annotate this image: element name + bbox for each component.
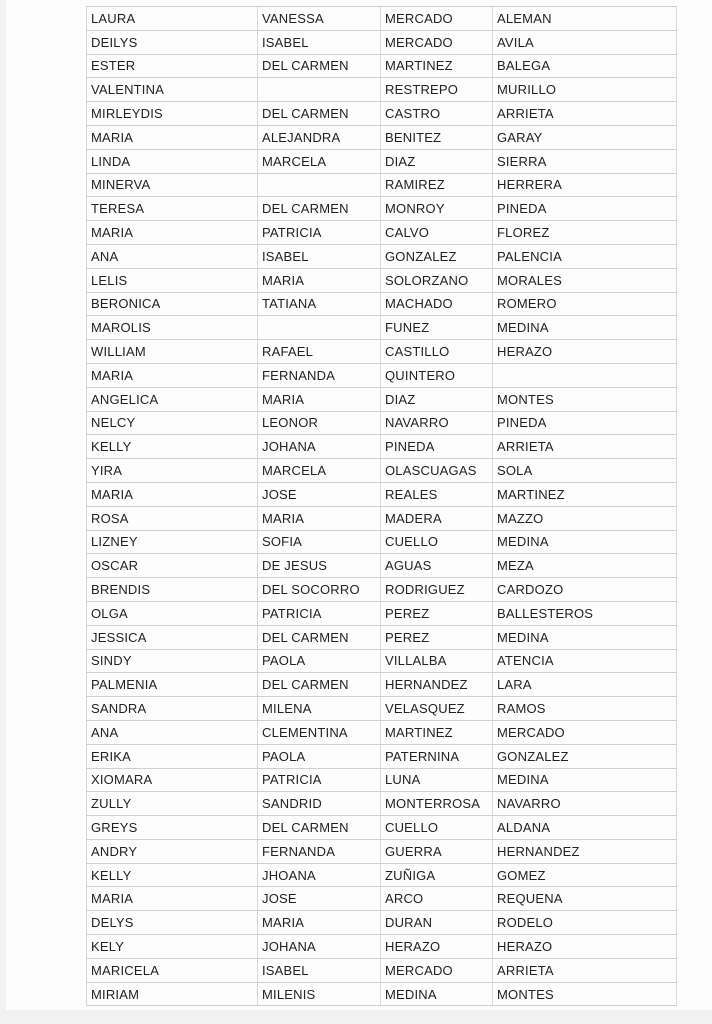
first-surname-cell: REALES [381,482,493,506]
first-surname-cell: MACHADO [381,292,493,316]
first-name-cell: KELY [87,935,258,959]
table-row [87,839,677,863]
first-surname-cell: RESTREPO [381,78,493,102]
first-name-cell: GREYS [87,816,258,840]
table-row [87,30,677,54]
first-surname-cell: MARTINEZ [381,54,493,78]
middle-name-cell: TATIANA [258,292,381,316]
second-surname-cell: MERCADO [493,720,677,744]
middle-name-cell: VANESSA [258,7,381,31]
table-row [87,792,677,816]
second-surname-cell: ARRIETA [493,958,677,982]
middle-name-cell: ISABEL [258,30,381,54]
first-surname-cell: HERNANDEZ [381,673,493,697]
second-surname-cell: MEDINA [493,316,677,340]
first-name-cell: LELIS [87,268,258,292]
table-row [87,244,677,268]
first-surname-cell: BENITEZ [381,125,493,149]
table-row [87,197,677,221]
names-table [86,6,677,1006]
second-surname-cell: MEDINA [493,768,677,792]
middle-name-cell [258,173,381,197]
first-surname-cell: MERCADO [381,30,493,54]
first-name-cell: MIRLEYDIS [87,102,258,126]
first-surname-cell: CASTILLO [381,340,493,364]
middle-name-cell: PATRICIA [258,601,381,625]
first-surname-cell: MARTINEZ [381,720,493,744]
first-name-cell: MIRIAM [87,982,258,1006]
second-surname-cell: MEDINA [493,625,677,649]
table-row [87,601,677,625]
middle-name-cell: MILENA [258,697,381,721]
first-name-cell: ERIKA [87,744,258,768]
first-name-cell: LAURA [87,7,258,31]
middle-name-cell: SOFIA [258,530,381,554]
page-margin [0,0,6,1024]
second-surname-cell: MONTES [493,387,677,411]
second-surname-cell: FLOREZ [493,221,677,245]
first-name-cell: DEILYS [87,30,258,54]
first-surname-cell: MADERA [381,506,493,530]
first-name-cell: ANGELICA [87,387,258,411]
middle-name-cell [258,78,381,102]
table-row [87,459,677,483]
second-surname-cell: HERNANDEZ [493,839,677,863]
first-surname-cell: LUNA [381,768,493,792]
first-surname-cell: SOLORZANO [381,268,493,292]
second-surname-cell: ALDANA [493,816,677,840]
table-row [87,816,677,840]
second-surname-cell: AVILA [493,30,677,54]
middle-name-cell: MARCELA [258,149,381,173]
table-row [87,863,677,887]
first-surname-cell: VILLALBA [381,649,493,673]
first-name-cell: ROSA [87,506,258,530]
first-name-cell: SINDY [87,649,258,673]
first-name-cell: ESTER [87,54,258,78]
first-name-cell: ANA [87,244,258,268]
middle-name-cell: ISABEL [258,244,381,268]
first-name-cell: PALMENIA [87,673,258,697]
second-surname-cell: BALLESTEROS [493,601,677,625]
table-row [87,887,677,911]
first-name-cell: BRENDIS [87,578,258,602]
table-row [87,435,677,459]
table-row [87,625,677,649]
table-row [87,7,677,31]
middle-name-cell: JOSE [258,482,381,506]
first-name-cell: ZULLY [87,792,258,816]
second-surname-cell: MEDINA [493,530,677,554]
second-surname-cell: GOMEZ [493,863,677,887]
middle-name-cell: DEL CARMEN [258,816,381,840]
second-surname-cell: PINEDA [493,411,677,435]
table-row [87,78,677,102]
middle-name-cell: PATRICIA [258,768,381,792]
middle-name-cell: PAOLA [258,744,381,768]
first-surname-cell: CALVO [381,221,493,245]
second-surname-cell: SOLA [493,459,677,483]
first-surname-cell: PATERNINA [381,744,493,768]
first-name-cell: VALENTINA [87,78,258,102]
first-surname-cell: HERAZO [381,935,493,959]
first-name-cell: YIRA [87,459,258,483]
first-name-cell: MARIA [87,125,258,149]
first-name-cell: LINDA [87,149,258,173]
first-name-cell: BERONICA [87,292,258,316]
first-name-cell: MARICELA [87,958,258,982]
middle-name-cell: ALEJANDRA [258,125,381,149]
table-row [87,958,677,982]
first-name-cell: KELLY [87,863,258,887]
first-surname-cell: MERCADO [381,958,493,982]
first-name-cell: MARIA [87,221,258,245]
middle-name-cell: FERNANDA [258,363,381,387]
first-surname-cell: DIAZ [381,149,493,173]
first-name-cell: TERESA [87,197,258,221]
second-surname-cell: HERAZO [493,935,677,959]
second-surname-cell: RODELO [493,911,677,935]
first-name-cell: MARIA [87,482,258,506]
first-name-cell: MARIA [87,887,258,911]
first-name-cell: MINERVA [87,173,258,197]
middle-name-cell: MARIA [258,506,381,530]
first-name-cell: KELLY [87,435,258,459]
middle-name-cell: MARIA [258,911,381,935]
table-row [87,292,677,316]
second-surname-cell: MURILLO [493,78,677,102]
second-surname-cell: SIERRA [493,149,677,173]
middle-name-cell: CLEMENTINA [258,720,381,744]
first-name-cell: DELYS [87,911,258,935]
page-bottom-edge [0,1010,712,1024]
middle-name-cell: DEL CARMEN [258,197,381,221]
second-surname-cell: ARRIETA [493,435,677,459]
middle-name-cell: ISABEL [258,958,381,982]
table-row [87,768,677,792]
first-surname-cell: ARCO [381,887,493,911]
table-row [87,720,677,744]
second-surname-cell: ATENCIA [493,649,677,673]
first-name-cell: NELCY [87,411,258,435]
table-row [87,316,677,340]
second-surname-cell: HERAZO [493,340,677,364]
first-name-cell: LIZNEY [87,530,258,554]
middle-name-cell: DEL CARMEN [258,625,381,649]
table-row [87,673,677,697]
first-surname-cell: AGUAS [381,554,493,578]
middle-name-cell [258,316,381,340]
first-name-cell: SANDRA [87,697,258,721]
first-surname-cell: PEREZ [381,601,493,625]
first-surname-cell: QUINTERO [381,363,493,387]
table-row [87,363,677,387]
table-row [87,554,677,578]
first-surname-cell: DIAZ [381,387,493,411]
first-name-cell: XIOMARA [87,768,258,792]
middle-name-cell: JOSE [258,887,381,911]
first-surname-cell: MONROY [381,197,493,221]
middle-name-cell: DEL SOCORRO [258,578,381,602]
table-row [87,506,677,530]
first-surname-cell: CASTRO [381,102,493,126]
middle-name-cell: DEL CARMEN [258,54,381,78]
table-row [87,149,677,173]
middle-name-cell: MARCELA [258,459,381,483]
middle-name-cell: JHOANA [258,863,381,887]
first-name-cell: MARIA [87,363,258,387]
first-surname-cell: VELASQUEZ [381,697,493,721]
first-surname-cell: RAMIREZ [381,173,493,197]
first-surname-cell: MONTERROSA [381,792,493,816]
table-row [87,102,677,126]
names-table-body [87,7,677,1006]
middle-name-cell: FERNANDA [258,839,381,863]
second-surname-cell [493,363,677,387]
first-surname-cell: RODRIGUEZ [381,578,493,602]
table-row [87,268,677,292]
second-surname-cell: GONZALEZ [493,744,677,768]
second-surname-cell: PALENCIA [493,244,677,268]
table-row [87,697,677,721]
first-surname-cell: ZUÑIGA [381,863,493,887]
second-surname-cell: ARRIETA [493,102,677,126]
second-surname-cell: MAZZO [493,506,677,530]
middle-name-cell: DEL CARMEN [258,673,381,697]
first-surname-cell: NAVARRO [381,411,493,435]
table-row [87,221,677,245]
first-name-cell: ANA [87,720,258,744]
table-row [87,482,677,506]
first-surname-cell: MEDINA [381,982,493,1006]
middle-name-cell: PAOLA [258,649,381,673]
first-surname-cell: PINEDA [381,435,493,459]
table-row [87,935,677,959]
middle-name-cell: PATRICIA [258,221,381,245]
second-surname-cell: MONTES [493,982,677,1006]
middle-name-cell: DEL CARMEN [258,102,381,126]
second-surname-cell: NAVARRO [493,792,677,816]
middle-name-cell: LEONOR [258,411,381,435]
first-name-cell: JESSICA [87,625,258,649]
second-surname-cell: PINEDA [493,197,677,221]
middle-name-cell: RAFAEL [258,340,381,364]
first-name-cell: MAROLIS [87,316,258,340]
table-row [87,411,677,435]
table-row [87,982,677,1006]
second-surname-cell: BALEGA [493,54,677,78]
table-row [87,578,677,602]
table-row [87,54,677,78]
second-surname-cell: CARDOZO [493,578,677,602]
first-surname-cell: PEREZ [381,625,493,649]
first-surname-cell: FUNEZ [381,316,493,340]
first-name-cell: WILLIAM [87,340,258,364]
table-row [87,387,677,411]
second-surname-cell: MEZA [493,554,677,578]
middle-name-cell: MILENIS [258,982,381,1006]
second-surname-cell: HERRERA [493,173,677,197]
first-name-cell: OLGA [87,601,258,625]
middle-name-cell: JOHANA [258,435,381,459]
second-surname-cell: MORALES [493,268,677,292]
first-name-cell: OSCAR [87,554,258,578]
middle-name-cell: JOHANA [258,935,381,959]
second-surname-cell: LARA [493,673,677,697]
table-row [87,125,677,149]
second-surname-cell: GARAY [493,125,677,149]
second-surname-cell: RAMOS [493,697,677,721]
first-surname-cell: DURAN [381,911,493,935]
first-surname-cell: CUELLO [381,816,493,840]
middle-name-cell: DE JESUS [258,554,381,578]
second-surname-cell: ALEMAN [493,7,677,31]
first-surname-cell: MERCADO [381,7,493,31]
first-surname-cell: CUELLO [381,530,493,554]
middle-name-cell: SANDRID [258,792,381,816]
middle-name-cell: MARIA [258,387,381,411]
middle-name-cell: MARIA [258,268,381,292]
first-surname-cell: OLASCUAGAS [381,459,493,483]
table-row [87,173,677,197]
table-row [87,649,677,673]
second-surname-cell: ROMERO [493,292,677,316]
first-surname-cell: GUERRA [381,839,493,863]
table-row [87,340,677,364]
first-name-cell: ANDRY [87,839,258,863]
second-surname-cell: REQUENA [493,887,677,911]
table-row [87,530,677,554]
table-row [87,744,677,768]
second-surname-cell: MARTINEZ [493,482,677,506]
first-surname-cell: GONZALEZ [381,244,493,268]
table-row [87,911,677,935]
